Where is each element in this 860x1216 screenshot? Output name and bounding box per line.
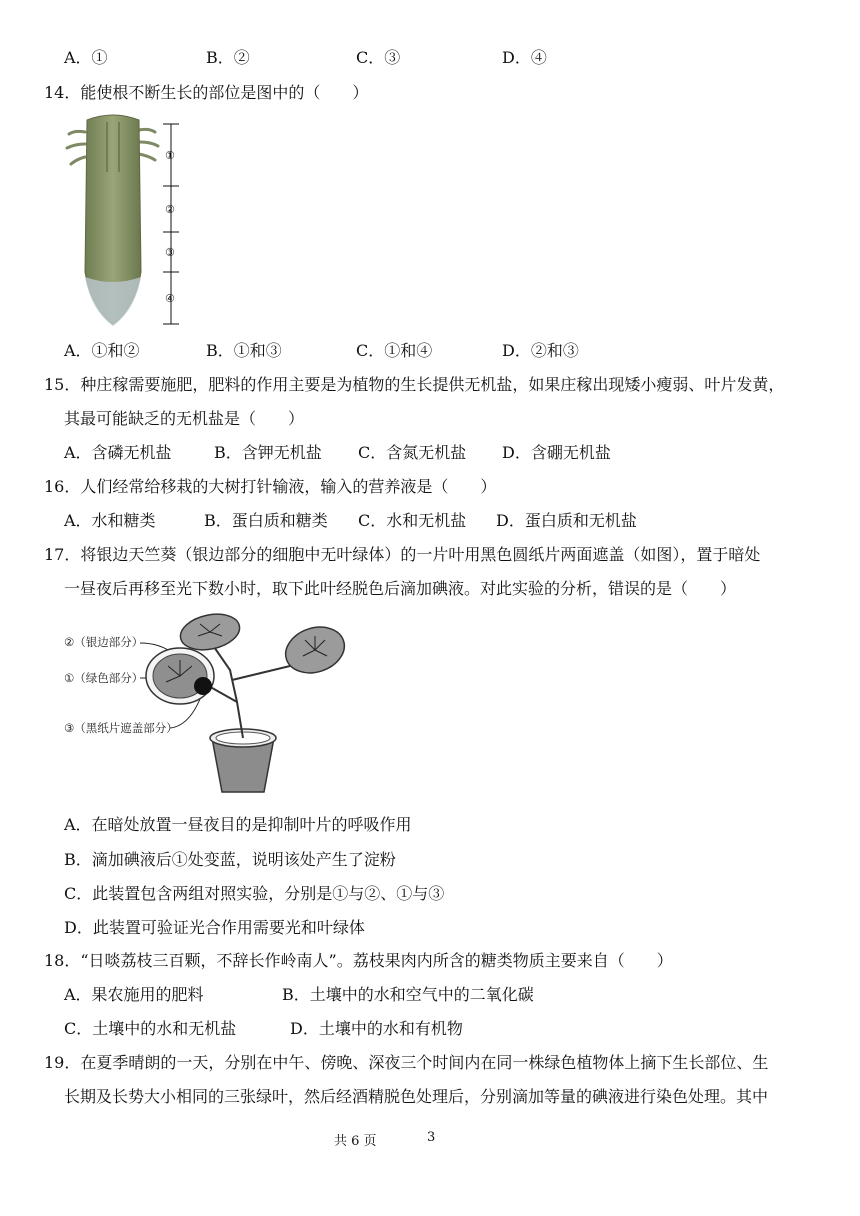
q18-option-d: D．土壤中的水和有机物 xyxy=(290,1019,463,1038)
q14-option-c: C．①和④ xyxy=(356,341,433,360)
root-tip-figure xyxy=(55,112,205,332)
q18-option-a: A．果农施用的肥料 xyxy=(64,985,204,1004)
leaf-label-green: ①（绿色部分） xyxy=(64,671,144,685)
q17-option-a: A．在暗处放置一昼夜目的是抑制叶片的呼吸作用 xyxy=(64,815,412,834)
leaf-label-covered: ③（黑纸片遮盖部分） xyxy=(64,721,178,735)
root-label-3: ③ xyxy=(165,246,175,259)
q15-option-d: D．含硼无机盐 xyxy=(502,443,611,462)
q15-option-c: C．含氮无机盐 xyxy=(358,443,467,462)
q16-option-a: A．水和糖类 xyxy=(64,511,156,530)
q16-stem: 16．人们经常给移栽的大树打针输液，输入的营养液是（ ） xyxy=(44,477,497,496)
q18-option-c: C．土壤中的水和无机盐 xyxy=(64,1019,237,1038)
q14-stem: 14．能使根不断生长的部位是图中的（ ） xyxy=(44,83,369,102)
q17-option-d: D．此装置可验证光合作用需要光和叶绿体 xyxy=(64,918,365,937)
q14-option-d: D．②和③ xyxy=(502,341,579,360)
root-label-1: ① xyxy=(165,149,175,162)
q17-stem-line1: 17．将银边天竺葵（银边部分的细胞中无叶绿体）的一片叶用黑色圆纸片两面遮盖（如图），置于暗处 xyxy=(44,545,761,564)
q17-option-b: B．滴加碘液后①处变蓝，说明该处产生了淀粉 xyxy=(64,850,396,869)
geranium-figure xyxy=(140,610,370,800)
root-label-2: ② xyxy=(165,203,175,216)
q13-option-d: D．④ xyxy=(502,48,547,67)
q14-option-a: A．①和② xyxy=(64,341,140,360)
leaf-label-silver: ②（银边部分） xyxy=(64,635,144,649)
q14-option-b: B．①和③ xyxy=(206,341,282,360)
q17-stem-line2: 一昼夜后再移至光下数小时，取下此叶经脱色后滴加碘液。对此实验的分析，错误的是（ ） xyxy=(64,579,737,598)
q15-option-b: B．含钾无机盐 xyxy=(214,443,322,462)
footer-total-pages: 共 6 页 xyxy=(334,1134,377,1149)
q13-option-b: B．② xyxy=(206,48,250,67)
footer-page-number: 3 xyxy=(427,1130,436,1145)
q13-option-a: A．① xyxy=(64,48,108,67)
q13-option-c: C．③ xyxy=(356,48,401,67)
q15-option-a: A．含磷无机盐 xyxy=(64,443,172,462)
q16-option-b: B．蛋白质和糖类 xyxy=(204,511,328,530)
q15-stem-line1: 15．种庄稼需要施肥，肥料的作用主要是为植物的生长提供无机盐，如果庄稼出现矮小瘦弱、叶片发黄， xyxy=(44,375,785,394)
q17-option-c: C．此装置包含两组对照实验，分别是①与②、①与③ xyxy=(64,884,445,903)
q16-option-d: D．蛋白质和无机盐 xyxy=(496,511,637,530)
q15-stem-line2: 其最可能缺乏的无机盐是（ ） xyxy=(64,409,305,428)
q18-stem: 18．“日啖荔枝三百颗，不辞长作岭南人”。荔枝果肉内所含的糖类物质主要来自（ ） xyxy=(44,951,673,970)
q18-option-b: B．土壤中的水和空气中的二氧化碳 xyxy=(282,985,534,1004)
q19-stem-line1: 19．在夏季晴朗的一天，分别在中午、傍晚、深夜三个时间内在同一株绿色植物体上摘下生长部位、生 xyxy=(44,1053,769,1072)
root-label-4: ④ xyxy=(165,292,175,305)
q19-stem-line2: 长期及长势大小相同的三张绿叶，然后经酒精脱色处理后，分别滴加等量的碘液进行染色处理。其中 xyxy=(64,1087,769,1106)
q16-option-c: C．水和无机盐 xyxy=(358,511,467,530)
